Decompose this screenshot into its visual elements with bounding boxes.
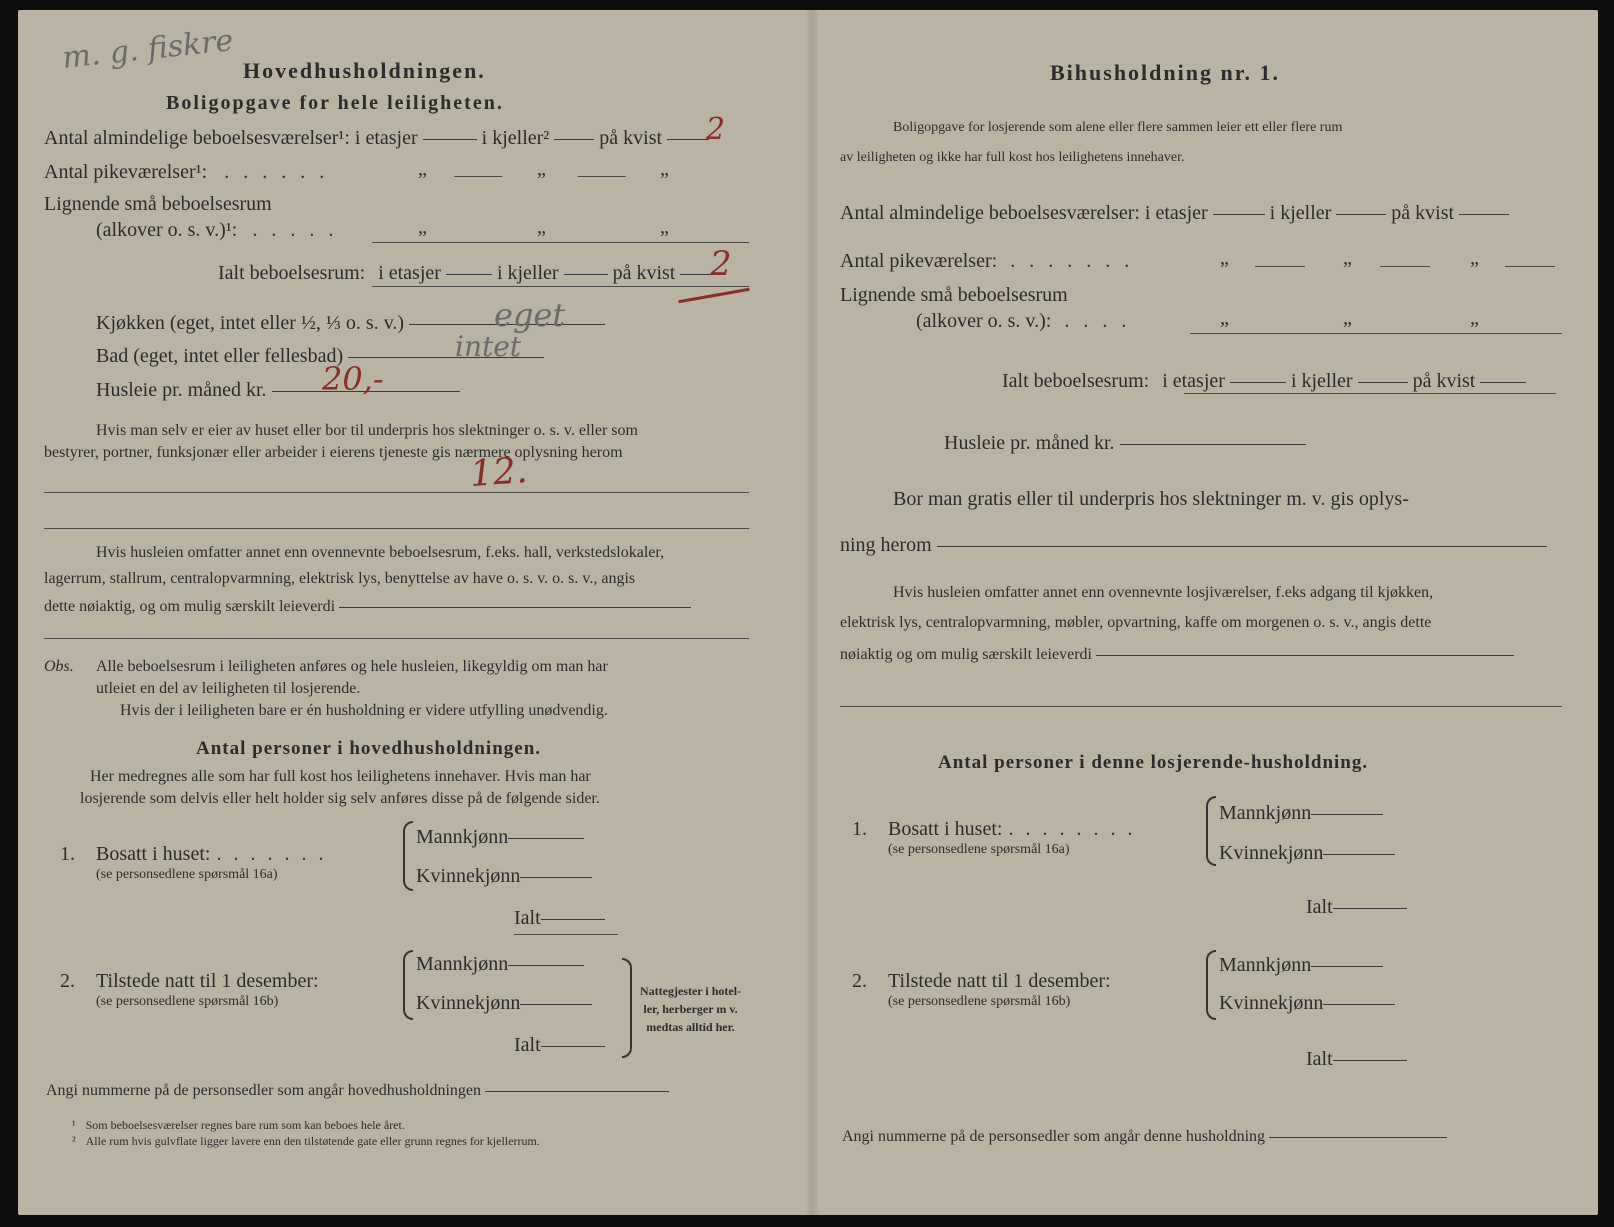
r-q1-brace	[1206, 796, 1216, 866]
left-pike-row: Antal pikeværelser¹: ......	[44, 161, 339, 183]
left-rooms-row	[44, 127, 709, 150]
bad-label: Bad (eget, intet eller fellesbad)	[96, 345, 344, 367]
r-pike-dot-2: „	[1343, 247, 1352, 269]
nattegjester-note	[640, 982, 741, 1036]
hw-bad: intet	[455, 330, 522, 363]
kvinne-label: Kvinnekjønn	[1219, 842, 1324, 864]
obs-1: Alle beboelsesrum i leiligheten anføres og hele husleien, likegyldig om man har	[96, 658, 608, 675]
q1-label: Bosatt i huset:	[96, 843, 211, 865]
page-fold	[806, 10, 818, 1215]
r-ialt-kvist-field[interactable]	[1480, 382, 1526, 383]
q2-ialt-field[interactable]	[541, 1046, 605, 1047]
r-lign-dot-3: „	[1470, 307, 1479, 329]
lign2-label: (alkover o. s. v.):	[916, 310, 1052, 332]
footnote-1-row	[72, 1118, 405, 1133]
ialt-label: Ialt beboelsesrum:	[218, 262, 366, 284]
ialt-short-label: Ialt	[1306, 896, 1333, 918]
left-ialt-row	[218, 262, 722, 285]
kjeller-label: i kjeller	[1269, 202, 1332, 224]
nattegjester-line: medtas alltid her.	[646, 1020, 735, 1034]
mann-label: Mannkjønn	[1219, 802, 1312, 824]
ialt-rule	[372, 286, 749, 287]
hw-kvist: 2	[706, 112, 726, 147]
footnote-2: Alle rum hvis gulvflate ligger lavere enn den tilstøtende gate eller grunn regnes for kjellerrum.	[85, 1134, 540, 1148]
nattegjester-line: Nattegjester i hotel-	[640, 984, 742, 998]
right-omfatter-3-row	[840, 646, 1514, 664]
kvinne-label: Kvinnekjønn	[1219, 992, 1324, 1014]
r-pike-dot-1: „	[1220, 247, 1229, 269]
r-q1-kvinne-row	[1219, 842, 1395, 865]
kvist-label: på kvist	[1391, 202, 1455, 224]
q1-sub: (se personsedlene spørsmål 16a)	[96, 867, 278, 882]
etasjer-field[interactable]	[423, 139, 477, 140]
kjeller-field[interactable]	[554, 139, 594, 140]
right-lign2-row: (alkover o. s. v.): ....	[916, 310, 1141, 332]
ialt-etasjer-field[interactable]	[446, 274, 492, 275]
omfatter-field[interactable]	[339, 607, 691, 608]
footnote-2-mark: ²	[72, 1134, 76, 1148]
q2-brace	[403, 950, 413, 1020]
rooms-label: Antal almindelige beboelsesværelser: i etasjer	[840, 202, 1208, 224]
pike-label: Antal pikeværelser¹:	[44, 161, 208, 183]
q1-row: Bosatt i huset: .......	[96, 843, 336, 865]
mann-label: Mannkjønn	[1219, 954, 1312, 976]
lign-dot-1: „	[418, 216, 427, 238]
q1-brace	[403, 821, 413, 891]
right-gratis-2-row	[840, 534, 1547, 557]
pike-field-2[interactable]	[578, 176, 626, 177]
pike-dot-1: „	[418, 158, 427, 180]
r-q2-mann-field[interactable]	[1311, 966, 1383, 967]
husleie-label: Husleie pr. måned kr.	[96, 379, 267, 401]
ialt-kvist-label: på kvist	[612, 262, 676, 284]
pike-label: Antal pikeværelser:	[840, 250, 998, 272]
husleie-row	[96, 379, 460, 402]
footnote-2-row	[72, 1134, 540, 1149]
eier-field-1[interactable]	[44, 492, 749, 493]
r-husleie-field[interactable]	[1120, 444, 1306, 445]
r-lign-rule	[1190, 333, 1562, 334]
left-lign1: Lignende små beboelsesrum	[44, 193, 272, 215]
right-lign1: Lignende små beboelsesrum	[840, 284, 1068, 306]
lign2-label: (alkover o. s. v.)¹:	[96, 219, 238, 241]
persons-note-1: Her medregnes alle som har full kost hos leilighetens innehaver. Hvis man har	[90, 768, 591, 785]
r-q1-mann-field[interactable]	[1311, 814, 1383, 815]
mann-label: Mannkjønn	[416, 826, 509, 848]
right-angi-field[interactable]	[1269, 1137, 1447, 1138]
lign-rule	[372, 242, 749, 243]
r-q2-num: 2.	[852, 970, 867, 992]
r-q1-ialt-field[interactable]	[1333, 908, 1407, 909]
r-q1-kvinne-field[interactable]	[1323, 854, 1395, 855]
pike-dot-2: „	[537, 158, 546, 180]
kjeller-label: i kjeller²	[481, 127, 550, 149]
hw-kjokken: eget	[494, 296, 566, 334]
r-pike-dot-3: „	[1470, 247, 1479, 269]
q2-label: Tilstede natt til 1 desember:	[96, 970, 319, 992]
lign-dot-3: „	[660, 216, 669, 238]
right-persons-title: Antal personer i denne losjerende-husholdning.	[938, 752, 1369, 773]
ialt-label: Ialt beboelsesrum:	[1002, 370, 1150, 392]
q2-mann-row	[416, 953, 584, 976]
r-ialt-kjeller-field[interactable]	[1358, 382, 1408, 383]
right-title: Bihusholdning nr. 1.	[1050, 60, 1280, 85]
left-title: Hovedhusholdningen.	[243, 58, 486, 83]
r-pike-field-3[interactable]	[1505, 266, 1555, 267]
r-q2-ialt-field[interactable]	[1333, 1060, 1407, 1061]
omfatter-3-row	[44, 598, 691, 616]
q1-mann-row	[416, 826, 584, 849]
r-omfatter-field[interactable]	[1096, 655, 1514, 656]
hw-eier: 12.	[468, 450, 529, 495]
r-q1-num: 1.	[852, 818, 867, 840]
hw-ialt-kvist: 2	[710, 244, 732, 284]
q1-kvinne-field[interactable]	[520, 877, 592, 878]
right-husleie-row	[944, 432, 1306, 455]
ialt-kjeller-label: i kjeller	[496, 262, 559, 284]
ialt-kjeller-field[interactable]	[564, 274, 608, 275]
q1-kvinne-row	[416, 865, 592, 888]
q2-kvinne-row	[416, 992, 592, 1015]
ialt-etasjer-label: i etasjer	[378, 262, 441, 284]
r-q1-mann-row	[1219, 802, 1383, 825]
right-omfatter-2: elektrisk lys, centralopvarmning, møbler, opvartning, kaffe om morgenen o. s. v., angis dette	[840, 614, 1432, 631]
r-lign-dot-2: „	[1343, 307, 1352, 329]
rooms-label: Antal almindelige beboelsesværelser¹: i etasjer	[44, 127, 418, 149]
r-q2-ialt-row	[1306, 1048, 1407, 1071]
right-pike-row: Antal pikeværelser: .......	[840, 250, 1144, 272]
right-rooms-row	[840, 202, 1509, 225]
footnote-1-mark: ¹	[72, 1118, 76, 1132]
right-ialt-row	[1002, 370, 1526, 393]
q2-ialt-row	[514, 1034, 605, 1057]
r-q1-sub: (se personsedlene spørsmål 16a)	[888, 842, 1070, 857]
omfatter-2: lagerrum, stallrum, centralopvarmning, elektrisk lys, benyttelse av have o. s. v. o. s. v., angis	[44, 570, 636, 587]
angi-label: Angi nummerne på de personsedler som angår hovedhusholdningen	[46, 1082, 482, 1099]
footnote-1: Som beboelsesværelser regnes bare rum som kan beboes hele året.	[85, 1118, 405, 1132]
mann-label: Mannkjønn	[416, 953, 509, 975]
r-etasjer-field[interactable]	[1213, 214, 1265, 215]
kjokken-label: Kjøkken (eget, intet eller ½, ⅓ o. s. v.)	[96, 312, 405, 334]
kvinne-label: Kvinnekjønn	[416, 865, 521, 887]
right-omfatter-1: Hvis husleien omfatter annet enn ovennevnte losjiværelser, f.eks adgang til kjøkken,	[893, 584, 1434, 601]
q1-mann-field[interactable]	[508, 838, 584, 839]
left-angi-field[interactable]	[485, 1091, 669, 1092]
right-angi-row	[842, 1128, 1447, 1146]
hw-husleie: 20,-	[322, 360, 384, 398]
r-kvist-field[interactable]	[1459, 214, 1509, 215]
obs-3: Hvis der i leiligheten bare er én husholdning er videre utfylling unødvendig.	[120, 702, 608, 719]
right-intro-2: av leiligheten og ikke har full kost hos leilighetens innehaver.	[840, 150, 1185, 165]
right-intro-1: Boligopgave for losjerende som alene eller flere sammen leier ett eller flere rum	[893, 120, 1343, 135]
kvinne-label: Kvinnekjønn	[416, 992, 521, 1014]
r-q1-row: Bosatt i huset: ........	[888, 818, 1145, 840]
r-ialt-rule	[1184, 393, 1556, 394]
lign-dot-2: „	[537, 216, 546, 238]
left-angi-row	[46, 1082, 669, 1100]
angi-label: Angi nummerne på de personsedler som angår denne husholdning	[842, 1128, 1266, 1145]
omfatter-3-label: nøiaktig og om mulig særskilt leieverdi	[840, 646, 1092, 663]
q1-num: 1.	[60, 843, 75, 865]
q1-label: Bosatt i huset:	[888, 818, 1003, 840]
persons-note-2: losjerende som delvis eller helt holder sig selv anføres disse på de følgende sider.	[80, 790, 600, 807]
nattegjester-line: ler, herberger m v.	[643, 1002, 738, 1016]
q1-ialt-field[interactable]	[541, 919, 605, 920]
q2-kvinne-field[interactable]	[520, 1004, 592, 1005]
kvist-field[interactable]	[667, 139, 709, 140]
r-omfatter-field-2[interactable]	[840, 706, 1562, 707]
r-gratis-field[interactable]	[937, 546, 1547, 547]
obs-2: utleiet en del av leiligheten til losjerende.	[96, 680, 361, 697]
r-lign-dot-1: „	[1220, 307, 1229, 329]
r-q2-kvinne-row	[1219, 992, 1395, 1015]
r-q2-kvinne-field[interactable]	[1323, 1004, 1395, 1005]
ialt-short-label: Ialt	[514, 907, 541, 929]
q1-ialt-row	[514, 907, 605, 930]
eier-text-2: bestyrer, portner, funksjonær eller arbeider i eierens tjeneste gis nærmere oplysning herom	[44, 444, 623, 461]
r-q2-label: Tilstede natt til 1 desember:	[888, 970, 1111, 992]
ialt-short-label: Ialt	[1306, 1048, 1333, 1070]
eier-text-1: Hvis man selv er eier av huset eller bor til underpris hos slektninger o. s. v. eller som	[96, 422, 638, 439]
ialt-kvist-label: på kvist	[1412, 370, 1476, 392]
q2-num: 2.	[60, 970, 75, 992]
ialt-short-label: Ialt	[514, 1034, 541, 1056]
r-q2-sub: (se personsedlene spørsmål 16b)	[888, 994, 1071, 1009]
kvist-label: på kvist	[599, 127, 663, 149]
right-gratis-1: Bor man gratis eller til underpris hos slektninger m. v. gis oplys-	[893, 488, 1409, 510]
gratis-2-label: ning herom	[840, 534, 932, 556]
left-persons-title: Antal personer i hovedhusholdningen.	[196, 738, 542, 759]
r-pike-field-2[interactable]	[1380, 266, 1430, 267]
pike-dot-3: „	[660, 158, 669, 180]
handwritten-corner-note: m. g. fiskre	[60, 23, 235, 76]
q2-right-brace	[622, 958, 632, 1058]
husleie-label: Husleie pr. måned kr.	[944, 432, 1115, 454]
pike-field-1[interactable]	[454, 176, 502, 177]
r-kjeller-field[interactable]	[1336, 214, 1386, 215]
omfatter-3-label: dette nøiaktig, og om mulig særskilt leieverdi	[44, 598, 336, 615]
left-subtitle: Boligopgave for hele leiligheten.	[166, 92, 504, 114]
q2-sub: (se personsedlene spørsmål 16b)	[96, 994, 279, 1009]
r-q1-ialt-row	[1306, 896, 1407, 919]
left-lign2-row: (alkover o. s. v.)¹: .....	[96, 219, 348, 241]
omfatter-field-2[interactable]	[44, 638, 749, 639]
q2-mann-field[interactable]	[508, 965, 584, 966]
r-ialt-etasjer-field[interactable]	[1230, 382, 1286, 383]
omfatter-1: Hvis husleien omfatter annet enn ovennevnte beboelsesrum, f.eks. hall, verkstedslokaler,	[96, 544, 665, 561]
r-q2-mann-row	[1219, 954, 1383, 977]
r-pike-field-1[interactable]	[1255, 266, 1305, 267]
ialt-etasjer-label: i etasjer	[1162, 370, 1225, 392]
eier-field-2[interactable]	[44, 528, 749, 529]
ialt-kjeller-label: i kjeller	[1290, 370, 1353, 392]
obs-label: Obs.	[44, 658, 74, 675]
q1-ialt-rule	[514, 934, 618, 935]
r-q2-brace	[1206, 950, 1216, 1020]
